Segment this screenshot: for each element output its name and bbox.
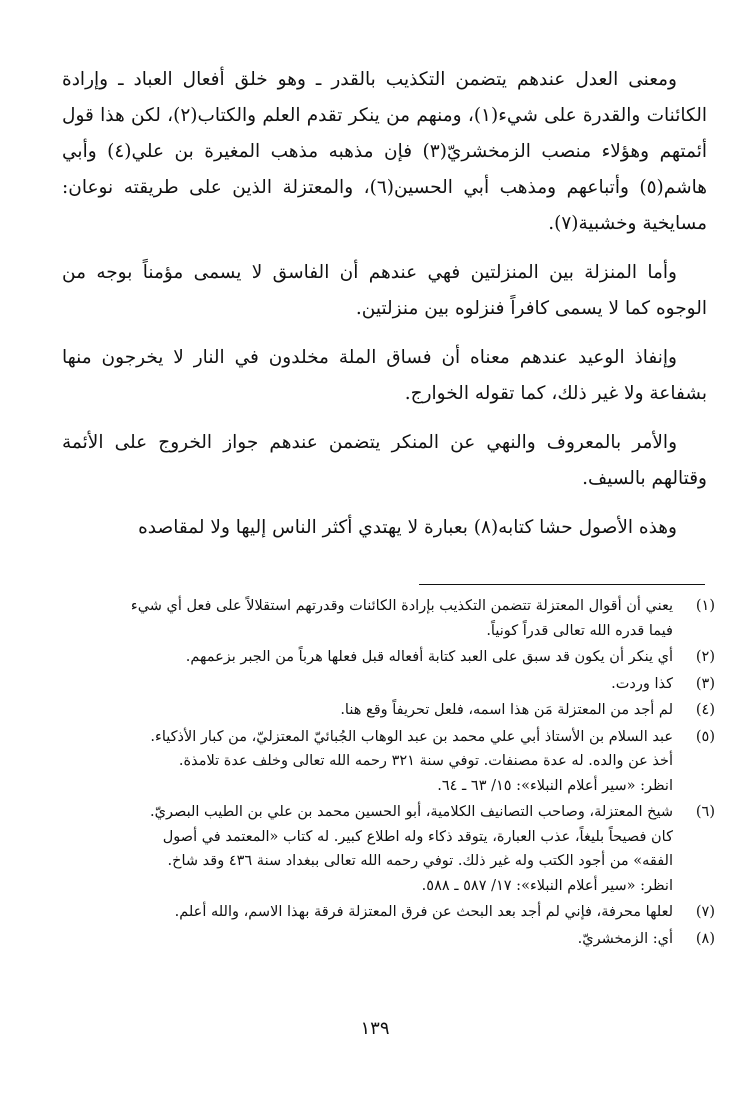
footnote [52, 672, 715, 697]
footnote-separator [419, 584, 705, 585]
footnote-line: لعلها محرفة، فإني لم أجد بعد البحث عن فرق المعتزلة فرقة بهذا الاسم، والله أعلم. [174, 904, 673, 920]
footnote-number: (٥) [695, 728, 715, 745]
footnote-line: أخذ عن والده. له عدة مصنفات. توفي سنة ٣٢١ رحمه الله تعالى وخلف عدة تلامذة. [178, 753, 673, 769]
footnote-line: كذا وردت. [611, 675, 673, 692]
footnote [52, 725, 715, 799]
footnote-line: الفقه» من أجود الكتب وله غير ذلك. توفي رحمه الله تعالى ببغداد سنة ٤٣٦ وقد شاخ. [167, 853, 673, 869]
page-number: ١٣٩ [360, 1018, 390, 1039]
footnote-number: (١) [695, 598, 715, 614]
paragraph-text: وأما المنزلة بين المنزلتين فهي عندهم أن الفاسق لا يسمى مؤمناً بوجه من الوجوه كما لا يسمى كافراً فنزلوه بين منزلتين. [62, 262, 707, 319]
footnote-line: فيما قدره الله تعالى قدراً كونياً. [486, 622, 673, 639]
paragraph-waid [62, 340, 707, 412]
paragraph-text: وإنفاذ الوعيد عندهم معناه أن فساق الملة مخلدون في النار لا يخرجون منها بشفاعة ولا غير ذلك، كما تقوله الخوارج. [62, 347, 707, 404]
main-text [62, 62, 707, 559]
footnote [52, 800, 715, 898]
footnote [52, 927, 715, 952]
footnote-line: عبد السلام بن الأستاذ أبي علي محمد بن عبد الوهاب الجُبائيّ المعتزليّ، من كبار الأذكياء. [150, 728, 673, 745]
footnote-line: أي ينكر أن يكون قد سبق على العبد كتابة أفعاله قبل فعلها هرباً من الجبر بزعمهم. [185, 649, 673, 665]
paragraph-usul [62, 510, 707, 546]
paragraph-adl [62, 62, 707, 242]
footnote [52, 698, 715, 723]
footnote-line: كان فصيحاً بليغاً، عذب العبارة، يتوقد ذكاء وله اطلاع كبير. له كتاب «المعتمد في أصول [162, 828, 673, 845]
footnote-number: (٤) [695, 702, 715, 718]
footnote [52, 900, 715, 925]
paragraph-text: وهذه الأصول حشا كتابه(٨) بعبارة لا يهتدي أكثر الناس إليها ولا لمقاصده [138, 517, 677, 538]
footnote-line: انظر: «سير أعلام النبلاء»: ١٥/ ٦٣ ـ ٦٤. [437, 777, 673, 794]
footnote-line: أي: الزمخشريّ. [577, 930, 673, 947]
paragraph-text: والأمر بالمعروف والنهي عن المنكر يتضمن عندهم جواز الخروج على الأئمة وقتالهم بالسيف. [62, 432, 707, 489]
paragraph-amr-bil-maruf [62, 425, 707, 497]
footnote-number: (٨) [695, 930, 715, 947]
footnote-line: انظر: «سير أعلام النبلاء»: ١٧/ ٥٨٧ ـ ٥٨٨. [421, 877, 673, 894]
footnote [52, 594, 715, 643]
footnote-line: شيخ المعتزلة، وصاحب التصانيف الكلامية، أبو الحسين محمد بن علي بن الطيب البصريّ. [150, 804, 673, 820]
footnote-number: (٦) [695, 804, 715, 820]
paragraph-manzila [62, 255, 707, 327]
footnote-line: يعني أن أقوال المعتزلة تتضمن التكذيب بإرادة الكائنات وقدرتهم استقلالاً على فعل أي شيء [130, 598, 673, 614]
footnote-number: (٧) [695, 904, 715, 920]
paragraph-text: ومعنى العدل عندهم يتضمن التكذيب بالقدر ـ وهو خلق أفعال العباد ـ وإرادة الكائنات والقدرة على شيء(١)، ومنهم من ينكر تقدم العلم والكتاب(٢)، لكن هذا قول أئمتهم وهؤلاء منصب الزمخشريّ(٣) فإن مذهبه مذهب المغيرة بن علي(٤) وأبي هاشم(٥) وأتباعهم ومذهب أبي الحسين(٦)، والمعتزلة الذين على طريقته نوعان: مسايخية وخشبية(٧). [62, 69, 707, 234]
footnote-number: (٣) [695, 675, 715, 692]
footnote [52, 645, 715, 670]
footnote-line: لم أجد من المعتزلة مَن هذا اسمه، فلعل تحريفاً وقع هنا. [340, 702, 673, 718]
footnote-number: (٢) [695, 649, 715, 665]
footnotes [52, 594, 715, 953]
